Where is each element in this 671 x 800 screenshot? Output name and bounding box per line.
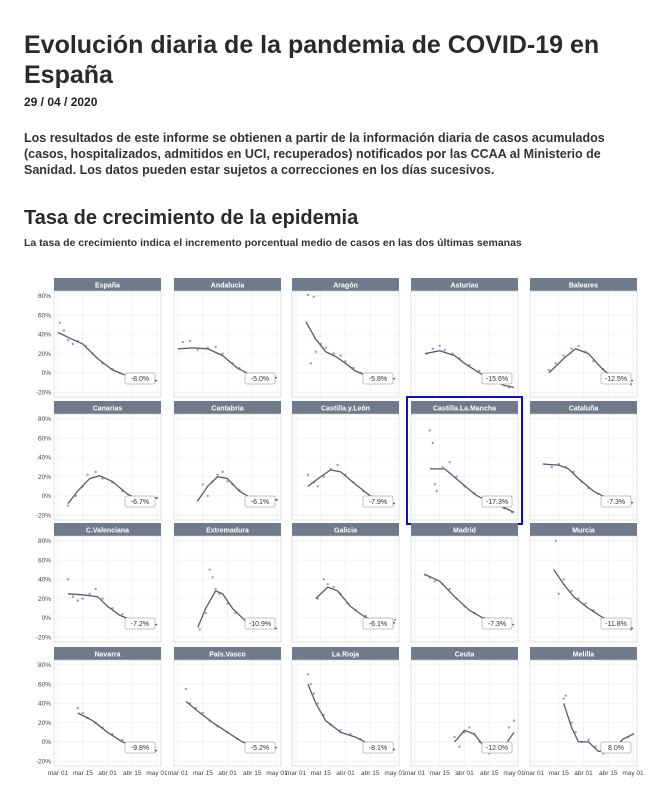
panel-title: Navarra [94,651,121,659]
x-tick-label: may 01 [146,770,168,777]
data-point [67,578,69,580]
panel [530,523,637,642]
panel-title: Melilla [572,651,595,659]
x-tick-label: mar 01 [404,770,426,777]
value-label: -8.1% [368,745,388,752]
x-tick-label: may 01 [503,770,525,777]
value-label: -7.3% [606,499,626,506]
panel-title: Castilla.y.León [321,405,370,413]
panel [174,401,281,520]
x-tick-label: abr 01 [98,770,117,777]
x-tick-label: abr 15 [243,770,262,777]
data-point [94,471,96,473]
x-tick-label: abr 01 [574,770,593,777]
y-tick-label: 60% [37,312,51,320]
data-point [214,346,216,348]
data-point [59,322,61,324]
panel-title: Asturias [450,282,479,290]
value-label: -6.1% [368,621,388,628]
data-point [77,707,79,709]
data-point [226,480,228,482]
data-point [442,466,444,468]
y-tick-label: 80% [37,416,51,424]
data-point [87,474,89,476]
y-tick-label: 40% [37,576,51,584]
data-point [570,348,572,350]
panel [174,278,281,397]
panel-title: Madrid [453,527,476,535]
data-point [555,362,557,364]
data-point [432,442,434,444]
value-label: -6.7% [130,499,150,506]
report-title: Evolución diaria de la pandemia de COVID-19 en España [24,31,600,89]
y-tick-label: 40% [37,331,51,339]
y-tick-label: 20% [37,350,51,358]
data-point [199,628,201,630]
y-tick-label: 60% [37,557,51,565]
data-point [563,578,565,580]
x-tick-label: abr 15 [123,770,142,777]
y-tick-label: 0% [41,615,51,623]
data-point [182,341,184,343]
data-point [313,693,315,695]
data-point [555,540,557,542]
y-tick-label: 0% [41,370,51,378]
data-point [67,339,69,341]
data-point [336,464,338,466]
data-point [326,583,328,585]
data-point [570,590,572,592]
x-tick-label: mar 01 [285,770,307,777]
value-label: -8.0% [130,376,150,383]
growth-rate-facet-chart [0,270,671,790]
data-point [458,746,460,748]
data-point [513,720,515,722]
data-point [325,347,327,349]
y-tick-label: 0% [41,739,51,747]
panel [530,401,637,520]
panel-title: Andalucía [210,282,245,290]
data-point [429,429,431,431]
data-point [221,471,223,473]
panel-title: España [95,282,120,290]
data-point [551,466,553,468]
x-tick-label: may 01 [266,770,288,777]
value-label: -17.3% [485,499,509,506]
panel [524,647,644,777]
data-point [63,329,65,331]
data-point [88,593,90,595]
data-point [436,490,438,492]
data-point [214,588,216,590]
x-tick-label: abr 15 [361,770,380,777]
value-label: -5.8% [368,376,388,383]
data-point [307,673,309,675]
data-point [101,597,103,599]
panel [286,647,406,777]
data-point [448,461,450,463]
panel-title: País.Vasco [209,651,246,659]
panel-title: Canarias [92,405,123,413]
panel [530,278,637,397]
report-date: 29 / 04 / 2020 [24,95,98,109]
data-point [434,580,436,582]
data-point [67,504,69,506]
panel-title: Aragón [333,282,358,290]
y-tick-label: 40% [37,454,51,462]
data-point [558,593,560,595]
y-tick-label: 40% [37,700,51,708]
y-tick-label: 60% [37,681,51,689]
value-label: -5.2% [250,745,270,752]
panel-title: Galicia [334,527,357,535]
data-point [77,599,79,601]
panel [407,397,522,524]
data-point [432,348,434,350]
panel-title: Cataluña [568,405,599,413]
panel [174,523,281,642]
data-point [339,354,341,356]
y-tick-label: -20% [35,634,51,642]
data-point [307,474,309,476]
x-tick-label: mar 01 [523,770,545,777]
panel-title: Castilla.La.Mancha [432,405,497,413]
panel-title: Extremadura [206,527,249,535]
value-label: -12.5% [604,376,628,383]
data-point [577,345,579,347]
panel [36,278,161,397]
data-point [202,483,204,485]
panel-title: Baleares [568,282,599,290]
data-point [323,578,325,580]
value-label: -15.6% [485,376,509,383]
y-tick-label: -20% [35,512,51,520]
data-point [508,726,510,728]
x-tick-label: may 01 [622,770,644,777]
panel-title: Cantabria [211,405,244,413]
y-tick-label: 20% [37,595,51,603]
y-tick-label: 80% [37,538,51,546]
data-point [317,485,319,487]
value-label: 8.0% [608,745,624,752]
data-point [189,340,191,342]
data-point [307,294,309,296]
data-point [185,688,187,690]
y-tick-label: -20% [35,389,51,397]
x-tick-label: may 01 [384,770,406,777]
panel [168,647,288,777]
value-label: -5.0% [250,376,270,383]
data-point [315,351,317,353]
value-label: -12.0% [485,745,509,752]
data-point [216,474,218,476]
data-point [332,586,334,588]
report-intro: Los resultados de este informe se obtienen a partir de la información diaria de casos acumulados (casos, hospitalizados, admitidos en UCI, recuperados) notificados por las CCAA al Ministerio de Sanidad. Los datos pueden estar sujetos a correcciones en los días sucesivos. [24,131,605,177]
x-tick-label: mar 01 [167,770,189,777]
y-tick-label: 60% [37,435,51,443]
value-label: -9.8% [130,745,150,752]
x-tick-label: abr 15 [599,770,618,777]
x-tick-label: mar 15 [429,770,450,777]
data-point [444,349,446,351]
x-tick-label: mar 15 [192,770,213,777]
data-point [208,569,210,571]
panel [36,401,161,520]
data-point [205,612,207,614]
data-point [587,739,589,741]
data-point [310,362,312,364]
value-label: -7.3% [487,621,507,628]
value-label: -7.2% [130,621,150,628]
x-tick-label: abr 01 [455,770,474,777]
panel [292,401,399,520]
data-point [221,352,223,354]
data-point [82,597,84,599]
value-label: -11.8% [605,621,627,628]
data-point [310,683,312,685]
panel-title: La.Rioja [331,651,360,659]
data-point [72,343,74,345]
panel [411,523,518,642]
value-label: -6.1% [250,499,270,506]
x-tick-label: abr 01 [336,770,355,777]
panel-title: Murcia [572,527,595,535]
panel-title: Ceuta [454,651,475,659]
panel [36,523,161,642]
data-point [563,354,565,356]
data-point [82,712,84,714]
x-tick-label: abr 15 [480,770,499,777]
data-point [313,296,315,298]
data-point [564,694,566,696]
data-point [439,345,441,347]
y-tick-label: 20% [37,473,51,481]
panel [36,647,168,777]
panel [292,278,399,397]
y-tick-label: 20% [37,719,51,727]
data-point [434,483,436,485]
data-point [72,596,74,598]
data-point [211,576,213,578]
panel [292,523,399,642]
data-point [584,602,586,604]
data-point [394,619,396,621]
data-point [207,495,209,497]
data-point [94,588,96,590]
data-point [453,736,455,738]
value-label: -7.9% [368,499,388,506]
y-tick-label: 0% [41,493,51,501]
value-label: -10.9% [248,621,272,628]
data-point [197,349,199,351]
section-subtitle: La tasa de crecimiento indica el incremento porcentual medio de casos en las dos últimas semanas [24,237,522,249]
x-tick-label: mar 15 [310,770,331,777]
y-tick-label: -20% [35,758,51,766]
data-point [563,697,565,699]
section-title: Tasa de crecimiento de la epidemia [24,207,359,229]
x-tick-label: mar 01 [47,770,69,777]
panel [411,278,518,397]
data-point [548,369,550,371]
x-tick-label: mar 15 [548,770,569,777]
data-point [121,613,123,615]
x-tick-label: abr 01 [218,770,237,777]
y-tick-label: 80% [37,662,51,670]
panel-title: C.Valenciana [85,527,130,535]
x-tick-label: mar 15 [72,770,93,777]
y-tick-label: 80% [37,293,51,301]
panel [405,647,525,777]
data-point [468,726,470,728]
